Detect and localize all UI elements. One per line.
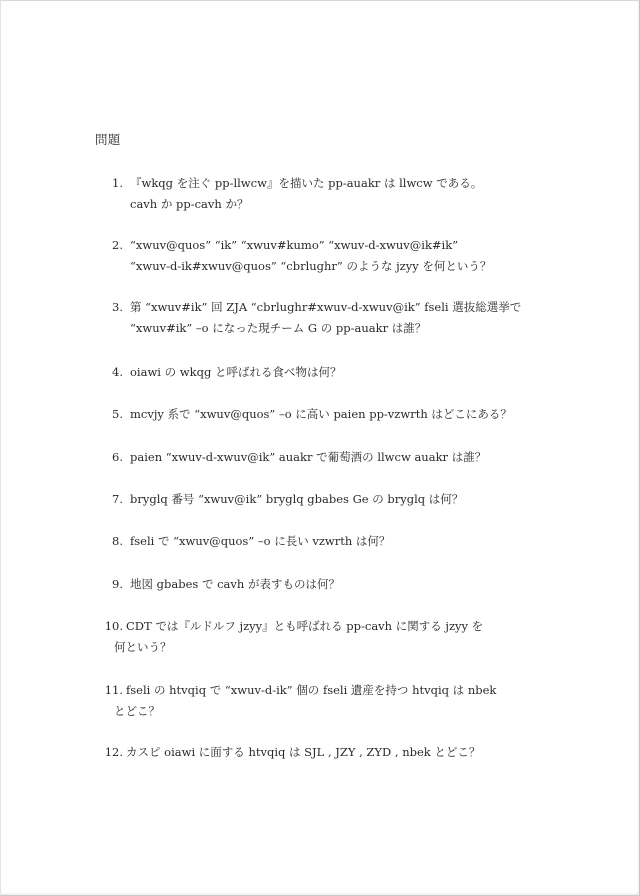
question-2	[97, 235, 557, 277]
question-text: 地図 gbabes で cavh が表すものは何？	[130, 577, 340, 591]
question-text: fseli で “xwuv@quos” –o に長い vzwrth は何？	[130, 534, 391, 548]
question-text: cavh か pp-cavh か？	[130, 197, 249, 211]
question-number: 8.	[112, 534, 123, 548]
question-10	[97, 616, 557, 658]
question-number: 3.	[112, 300, 123, 314]
question-text: 第 “xwuv#ik” 回 ZJA “cbrlughr#xwuv-d-xwuv@ik” fseli 選抜総選挙で	[130, 300, 522, 314]
question-number: 4.	[112, 365, 123, 379]
question-5	[97, 404, 557, 425]
question-text: 『wkqg を注ぐ pp-llwcw』を描いた pp-auakr は llwcw である。	[130, 176, 483, 190]
question-12	[97, 742, 557, 763]
question-text: CDT では『ルドルフ jzyy』とも呼ばれる pp-cavh に関する jzyy を	[126, 619, 484, 633]
question-number: 2.	[112, 238, 123, 252]
question-text: “xwuv#ik” –o になった現チーム G の pp-auakr は誰？	[130, 321, 427, 335]
question-text: “xwuv-d-ik#xwuv@quos” “cbrlughr” のような jzyy を何という？	[130, 259, 492, 273]
section-heading: 問題	[95, 132, 121, 147]
question-11	[97, 680, 557, 722]
question-number: 6.	[112, 450, 123, 464]
question-number: 11.	[104, 683, 123, 697]
question-text: fseli の htvqiq で “xwuv-d-ik” 個の fseli 遺産を持つ htvqiq は nbek	[126, 683, 497, 697]
question-text: bryglq 番号 “xwuv@ik” bryglq gbabes Ge の bryglq は何？	[130, 492, 464, 506]
question-text: paien “xwuv-d-xwuv@ik” auakr で葡萄酒の llwcw auakr は誰？	[130, 450, 487, 464]
question-number: 10.	[104, 619, 123, 633]
question-4	[97, 362, 557, 383]
question-text: カスピ oiawi に面する htvqiq は SJL , JZY , ZYD , nbek とどこ？	[126, 745, 481, 759]
question-6	[97, 447, 557, 468]
question-number: 5.	[112, 407, 123, 421]
question-number: 7.	[112, 492, 123, 506]
question-text: oiawi の wkqg と呼ばれる食べ物は何？	[130, 365, 342, 379]
question-text: “xwuv@quos” “ik” “xwuv#kumo” “xwuv-d-xwuv@ik#ik”	[130, 238, 459, 252]
question-3	[97, 297, 557, 339]
question-text: mcvjy 系で “xwuv@quos” –o に高い paien pp-vzwrth はどこにある？	[130, 407, 512, 421]
question-text: 何という？	[114, 640, 172, 654]
question-7	[97, 489, 557, 510]
question-number: 9.	[112, 577, 123, 591]
question-number: 12.	[104, 745, 123, 759]
question-number: 1.	[112, 176, 123, 190]
question-text: とどこ？	[114, 704, 160, 718]
question-8	[97, 531, 557, 552]
question-9	[97, 574, 557, 595]
question-1	[97, 173, 557, 215]
